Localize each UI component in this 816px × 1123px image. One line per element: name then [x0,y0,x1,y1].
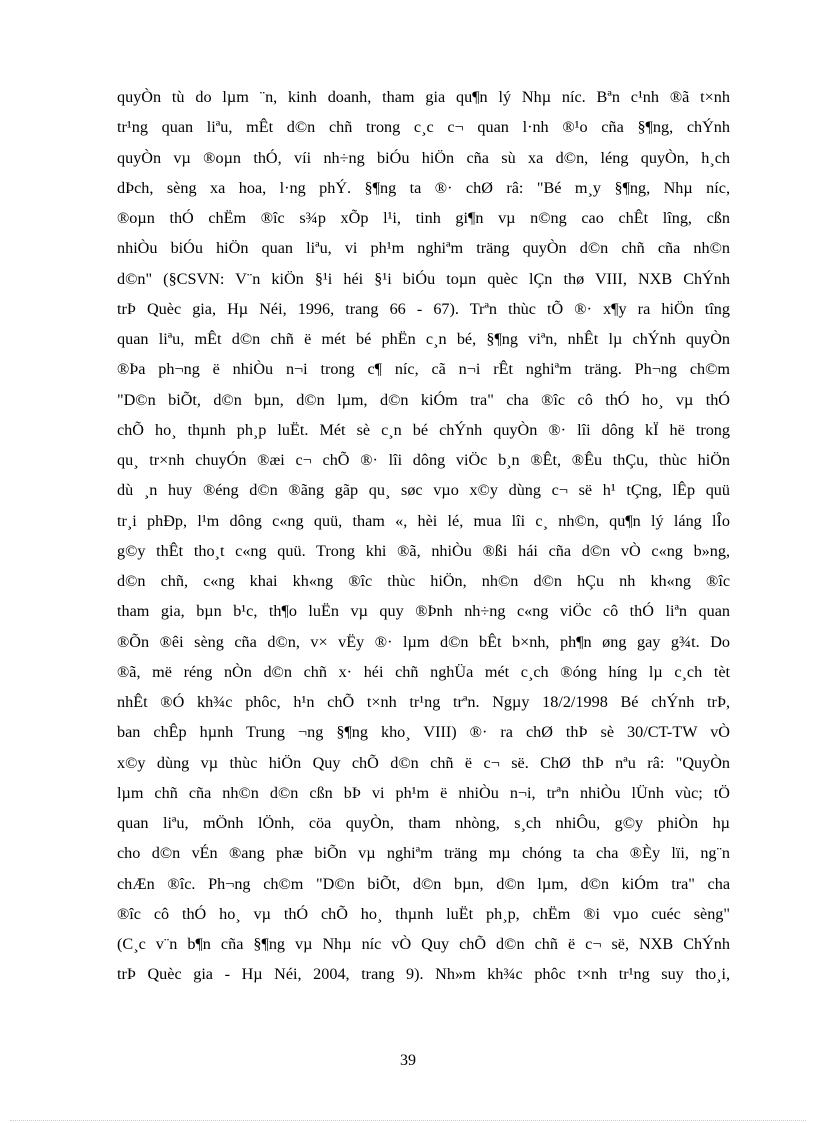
text-line: tham gia, bµn b¹c, th¶o luËn vµ quy ®Þnh nh÷ng c«ng viÖc cô thÓ liªn quan [117,602,730,621]
text-line: quan liªu, mÊt d©n chñ ë mét bé phËn c¸n bé, §¶ng viªn, nhÊt lµ chÝnh quyÒn [117,330,730,348]
text-line: nhiÒu biÓu hiÖn quan liªu, vi ph¹m nghiªm träng quyÒn d©n chñ cña nh©n [117,239,730,258]
text-line: (C¸c v¨n b¶n cña §¶ng vµ Nhµ níc vÒ Quy chÕ d©n chñ ë c¬ së, NXB ChÝnh [117,935,730,953]
text-line: chÆn ®îc. Ph¬ng ch©m "D©n biÕt, d©n bµn, d©n lµm, d©n kiÓm tra" cha [117,874,730,893]
text-line: quan liªu, mÖnh lÖnh, cöa quyÒn, tham nhòng, s¸ch nhiÔu, g©y phiÒn hµ [117,814,730,832]
text-line: d©n" (§CSVN: V¨n kiÖn §¹i héi §¹i biÓu toµn quèc lÇn thø VIII, NXB ChÝnh [117,269,730,288]
text-line: ®oµn thÓ chËm ®îc s¾p xÕp l¹i, tinh gi¶n vµ n©ng cao chÊt lîng, cßn [117,209,730,227]
text-line: ®îc cô thÓ ho¸ vµ thÓ chÕ ho¸ thµnh luËt ph¸p, chËm ®i vµo cuéc sèng" [117,904,730,923]
text-line: chÕ ho¸ thµnh ph¸p luËt. Mét sè c¸n bé chÝnh quyÒn ®· lîi dông kÏ hë trong [117,420,730,439]
text-line: trÞ Quèc gia - Hµ Néi, 2004, trang 9). Nh»m kh¾c phôc t×nh tr¹ng suy tho¸i, [117,965,730,984]
text-line: ban chÊp hµnh Trung ¬ng §¶ng kho¸ VIII) ®· ra chØ thÞ sè 30/CT-TW vÒ [117,723,730,742]
text-line: ®Õn ®êi sèng cña d©n, v× vËy ®· lµm d©n bÊt b×nh, ph¶n øng gay g¾t. Do [117,632,730,651]
body-text [117,82,730,990]
text-line: trÞ Quèc gia, Hµ Néi, 1996, trang 66 - 67). Trªn thùc tÕ ®· x¶y ra hiÖn tîng [117,299,730,318]
page-number: 39 [400,1052,416,1069]
text-line: quyÒn vµ ®oµn thÓ, víi nh÷ng biÓu hiÖn cña sù xa d©n, léng quyÒn, h¸ch [117,148,730,167]
text-line: cho d©n vÉn ®ang phæ biÕn vµ nghiªm träng mµ chóng ta cha ®Èy lïi, ng¨n [117,844,730,863]
text-line: tr¸i phÐp, l¹m dông c«ng quü, tham «, hèi lé, mua lîi c¸ nh©n, qu¶n lý láng lÎo [117,511,730,530]
text-line: tr¹ng quan liªu, mÊt d©n chñ trong c¸c c¬ quan l·nh ®¹o cña §¶ng, chÝnh [117,118,730,137]
text-line: g©y thÊt tho¸t c«ng quü. Trong khi ®ã, nhiÒu ®ßi hái cña d©n vÒ c«ng b»ng, [117,541,730,560]
text-line: quyÒn tù do lµm ¨n, kinh doanh, tham gia qu¶n lý Nhµ níc. Bªn c¹nh ®ã t×nh [117,88,730,106]
text-line: x©y dùng vµ thùc hiÖn Quy chÕ d©n chñ ë c¬ së. ChØ thÞ nªu râ: "QuyÒn [117,753,730,772]
text-line: qu¸ tr×nh chuyÓn ®æi c¬ chÕ ®· lîi dông viÖc b¸n ®Êt, ®Êu thÇu, thùc hiÖn [117,451,730,469]
text-line: "D©n biÕt, d©n bµn, d©n lµm, d©n kiÓm tra" cha ®îc cô thÓ ho¸ vµ thÓ [117,390,730,409]
text-line: nhÊt ®Ó kh¾c phôc, h¹n chÕ t×nh tr¹ng trªn. Ngµy 18/2/1998 Bé chÝnh trÞ, [117,693,730,711]
text-line: dù ¸n huy ®éng d©n ®ãng gãp qu¸ søc vµo x©y dùng c¬ së h¹ tÇng, lÊp quü [117,481,730,500]
text-line: lµm chñ cña nh©n d©n cßn bÞ vi ph¹m ë nhiÒu n¬i, trªn nhiÒu lÜnh vùc; tÖ [117,783,730,802]
page-bottom-border [10,1120,806,1121]
text-line: dÞch, sèng xa hoa, l·ng phÝ. §¶ng ta ®· chØ râ: "Bé m¸y §¶ng, Nhµ níc, [117,178,730,197]
text-line: d©n chñ, c«ng khai kh«ng ®îc thùc hiÖn, nh©n d©n hÇu nh kh«ng ®îc [117,572,730,590]
text-line: ®ã, më réng nÒn d©n chñ x· héi chñ nghÜa mét c¸ch ®óng híng lµ c¸ch tèt [117,662,730,681]
text-line: ®Þa ph¬ng ë nhiÒu n¬i trong c¶ níc, cã n¬i rÊt nghiªm träng. Ph¬ng ch©m [117,360,730,379]
